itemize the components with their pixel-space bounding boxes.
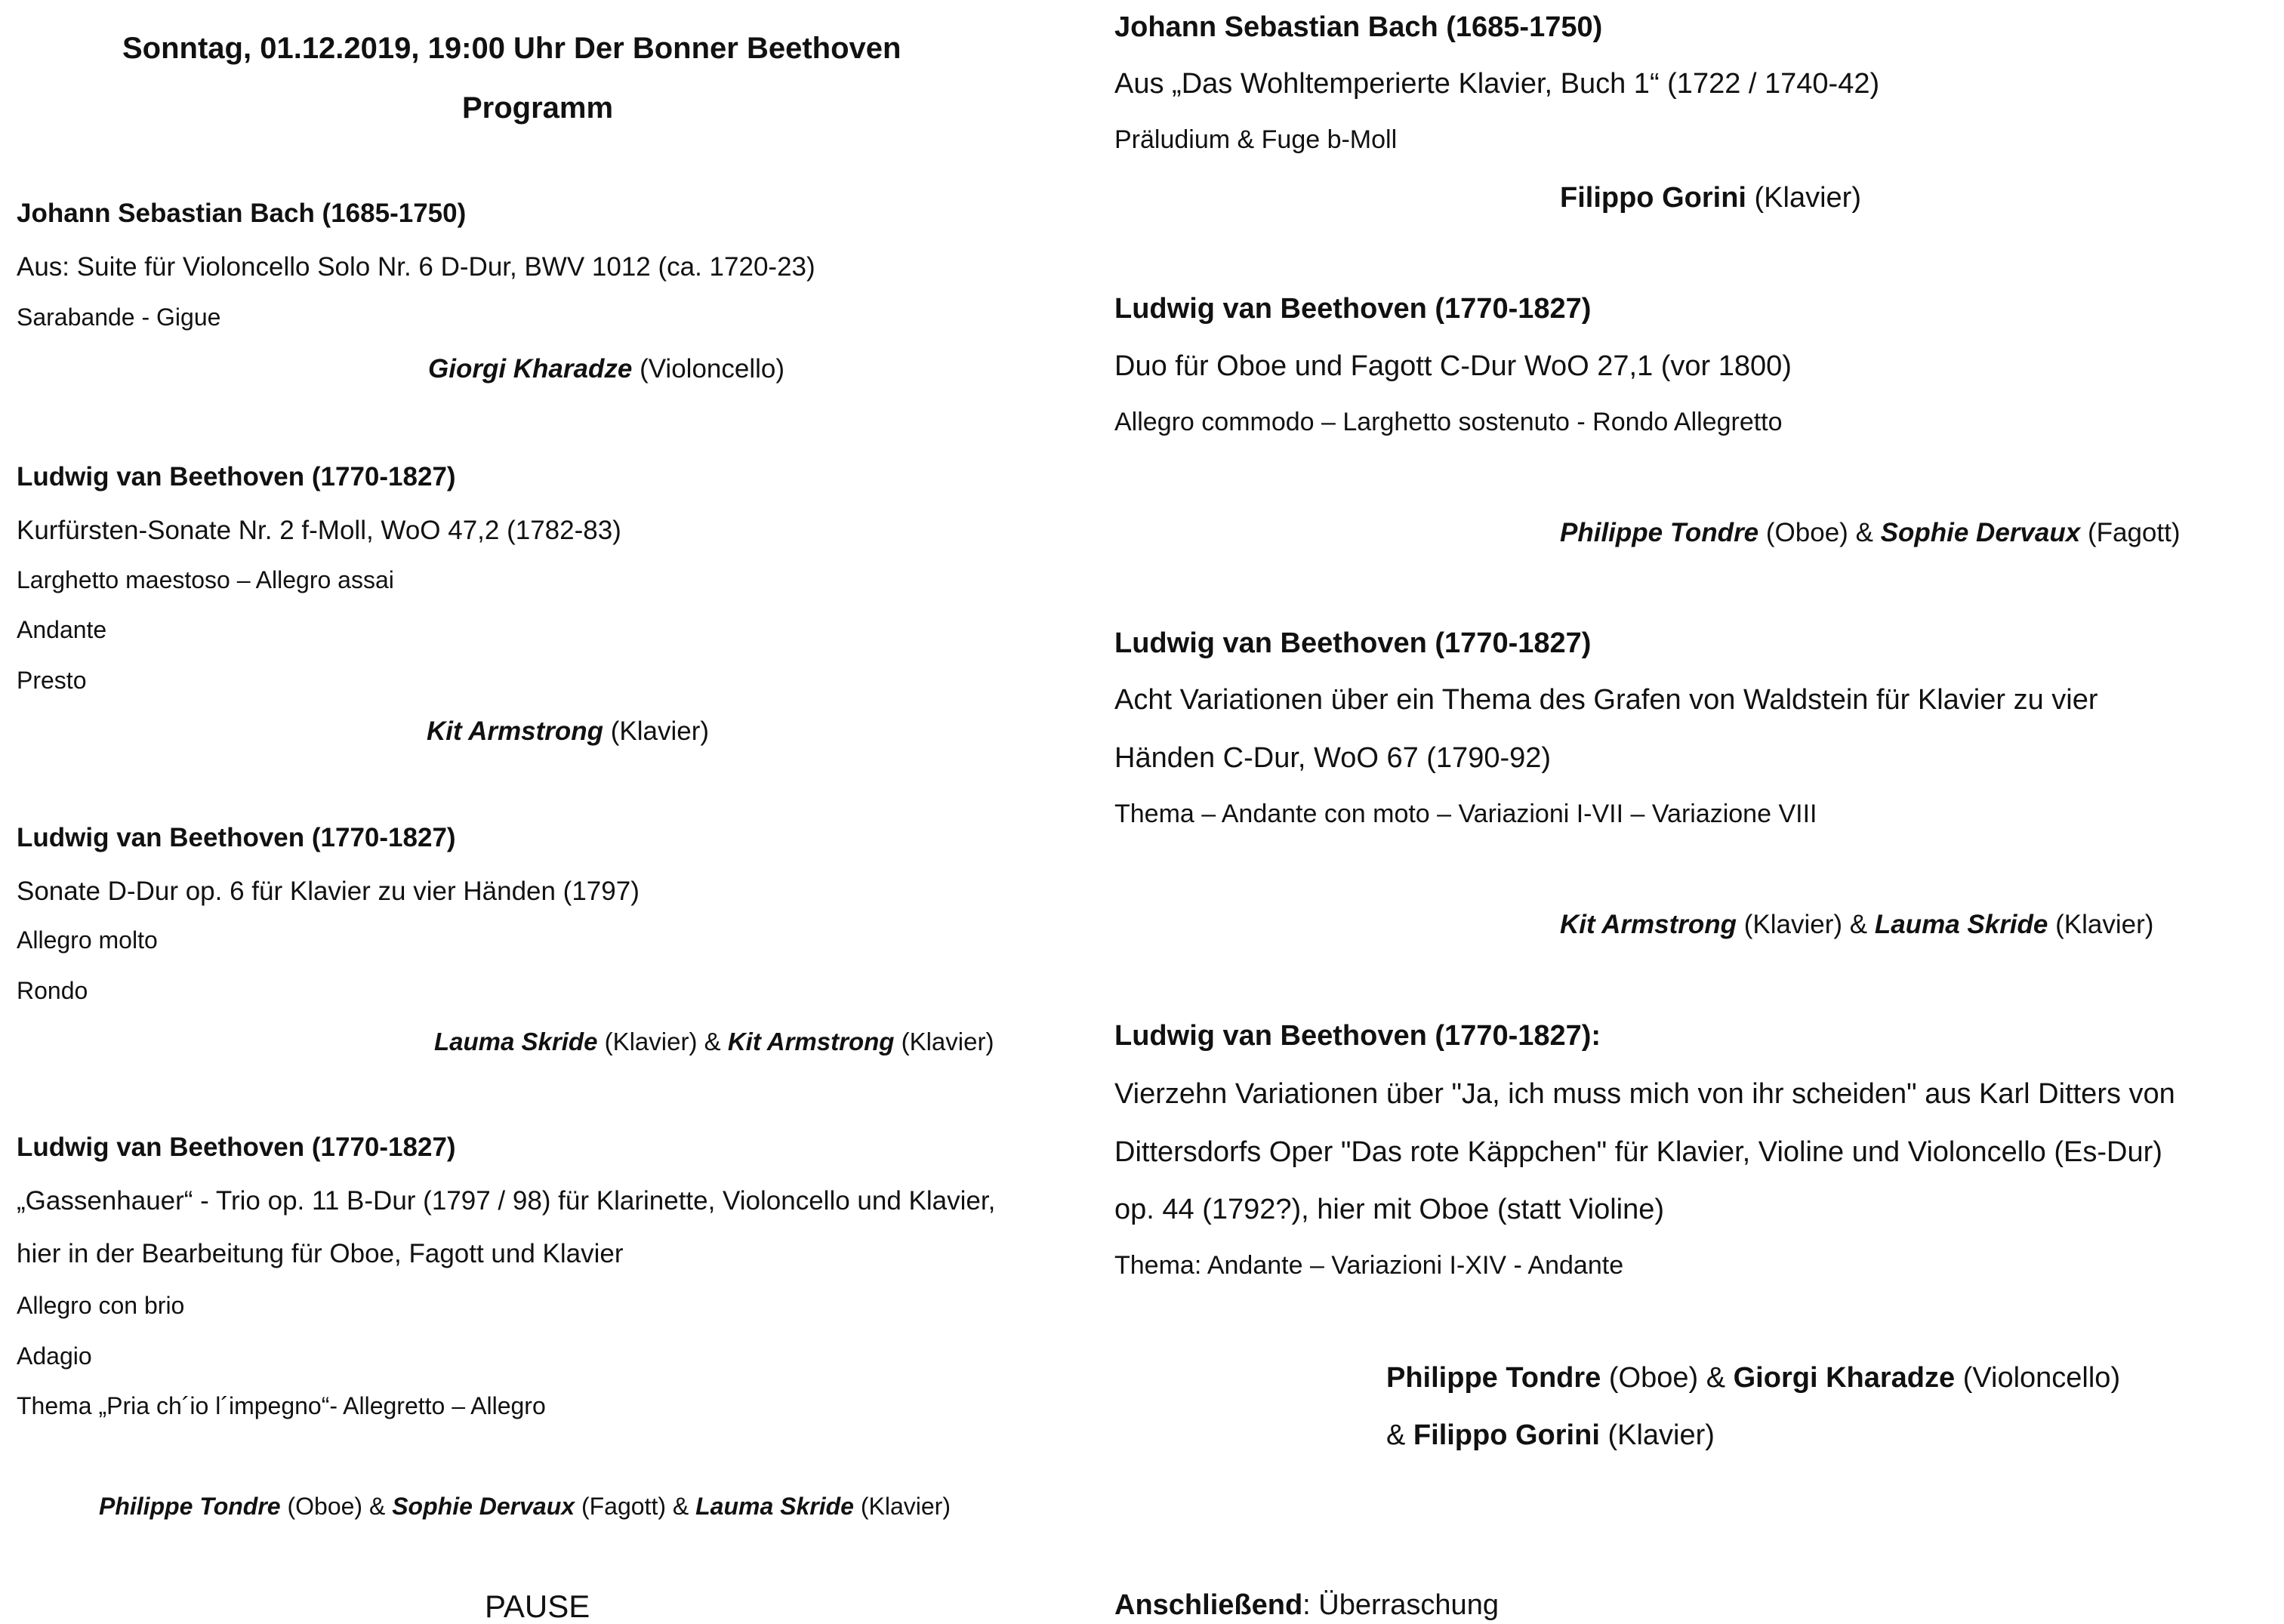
work-title-line-3: op. 44 (1792?), hier mit Oboe (statt Violine): [1114, 1194, 1665, 1225]
performer-name: Sophie Dervaux: [1880, 518, 2081, 547]
composer-heading: Ludwig van Beethoven (1770-1827):: [1114, 1020, 1601, 1052]
composer-heading: Johann Sebastian Bach (1685-1750): [1114, 11, 1603, 43]
performer-instrument: (Oboe): [1765, 518, 1848, 547]
performer-name: Kit Armstrong: [427, 716, 603, 746]
performer-instrument: (Oboe): [1608, 1362, 1699, 1394]
movement-line: Allegro molto: [17, 926, 158, 954]
work-title: Sonate D-Dur op. 6 für Klavier zu vier Händen (1797): [17, 877, 640, 906]
movement-line: Allegro con brio: [17, 1292, 185, 1319]
header-date-title: Sonntag, 01.12.2019, 19:00 Uhr Der Bonner Beethoven: [122, 32, 902, 65]
movement-line: Präludium & Fuge b-Moll: [1114, 125, 1398, 154]
work-title-line-2: Dittersdorfs Oper "Das rote Käppchen" für Klavier, Violine und Violoncello (Es-Dur): [1114, 1136, 2162, 1168]
work-title-line-2: Händen C-Dur, WoO 67 (1790-92): [1114, 742, 1552, 774]
work-title-line-1: Vierzehn Variationen über "Ja, ich muss mich von ihr scheiden" aus Karl Ditters von: [1114, 1078, 2175, 1110]
performer-name: Sophie Dervaux: [392, 1493, 575, 1520]
performer-name: Filippo Gorini: [1560, 182, 1746, 214]
work-title-line-1: „Gassenhauer“ - Trio op. 11 B-Dur (1797 / 98) für Klarinette, Violoncello und Klavier,: [17, 1186, 996, 1216]
connector-ampersand: &: [1855, 518, 1873, 547]
movement-line: Allegro commodo – Larghetto sostenuto - Rondo Allegretto: [1114, 408, 1783, 436]
composer-heading: Ludwig van Beethoven (1770-1827): [17, 823, 456, 852]
composer-heading: Johann Sebastian Bach (1685-1750): [17, 199, 467, 228]
movement-line: Andante: [17, 616, 107, 643]
movement-line: Thema – Andante con moto – Variazioni I-VII – Variazione VIII: [1114, 800, 1817, 828]
work-title: Duo für Oboe und Fagott C-Dur WoO 27,1 (vor 1800): [1114, 350, 1792, 382]
performer-instrument: (Violoncello): [640, 354, 785, 384]
performer-instrument: (Klavier): [901, 1028, 994, 1055]
work-title: Aus „Das Wohltemperierte Klavier, Buch 1“ (1722 / 1740-42): [1114, 68, 1880, 100]
work-title: Aus: Suite für Violoncello Solo Nr. 6 D-Dur, BWV 1012 (ca. 1720-23): [17, 252, 815, 282]
connector-ampersand: &: [1386, 1419, 1406, 1451]
performer-name: Filippo Gorini: [1413, 1419, 1600, 1451]
performer-line: [428, 356, 784, 382]
work-title-line-2: hier in der Bearbeitung für Oboe, Fagott und Klavier: [17, 1239, 624, 1268]
final-note: [1114, 1591, 1499, 1619]
performer-line: [427, 718, 709, 744]
composer-heading: Ludwig van Beethoven (1770-1827): [1114, 627, 1592, 659]
performer-line: [1386, 1364, 2120, 1392]
performer-instrument: (Fagott): [581, 1493, 666, 1520]
performer-instrument: (Klavier): [604, 1028, 698, 1055]
performer-name: Giorgi Kharadze: [1733, 1362, 1956, 1394]
performer-instrument: (Klavier): [860, 1493, 951, 1520]
performer-instrument: (Klavier): [1743, 910, 1843, 939]
pause-label: PAUSE: [485, 1589, 590, 1624]
movement-line: Thema: Andante – Variazioni I-XIV - Andante: [1114, 1251, 1624, 1280]
performer-name: Giorgi Kharadze: [428, 354, 633, 384]
performer-instrument: (Klavier): [610, 716, 710, 746]
composer-heading: Ludwig van Beethoven (1770-1827): [17, 462, 456, 492]
header-programm: Programm: [462, 91, 614, 125]
performer-instrument: (Violoncello): [1962, 1362, 2121, 1394]
performer-name: Kit Armstrong: [727, 1028, 895, 1055]
performer-name: Philippe Tondre: [1560, 518, 1759, 547]
performer-instrument: (Fagott): [2087, 518, 2181, 547]
connector-ampersand: &: [1706, 1362, 1726, 1394]
composer-heading: Ludwig van Beethoven (1770-1827): [1114, 293, 1592, 325]
work-title-line-1: Acht Variationen über ein Thema des Grafen von Waldstein für Klavier zu vier: [1114, 684, 2098, 716]
connector-ampersand: &: [368, 1493, 386, 1520]
performer-line-continued: [1386, 1421, 1715, 1450]
performer-name: Lauma Skride: [434, 1028, 598, 1055]
movement-line: Sarabande - Gigue: [17, 304, 221, 331]
performer-name: Lauma Skride: [695, 1493, 854, 1520]
performer-instrument: (Oboe): [287, 1493, 363, 1520]
performer-line: [99, 1494, 951, 1518]
performer-line: [1560, 911, 2153, 938]
final-note-text: : Überraschung: [1302, 1589, 1499, 1621]
performer-name: Lauma Skride: [1874, 910, 2048, 939]
performer-line: [1560, 183, 1861, 212]
final-note-label: Anschließend: [1114, 1589, 1303, 1621]
composer-heading: Ludwig van Beethoven (1770-1827): [17, 1132, 456, 1162]
performer-name: Kit Armstrong: [1560, 910, 1737, 939]
connector-ampersand: &: [704, 1028, 721, 1055]
performer-instrument: (Klavier): [1607, 1419, 1715, 1451]
connector-ampersand: &: [1849, 910, 1868, 939]
performer-line: [434, 1029, 994, 1054]
movement-line: Presto: [17, 667, 87, 694]
movement-line: Adagio: [17, 1342, 92, 1370]
performer-instrument: (Klavier): [2055, 910, 2154, 939]
performer-line: [1560, 519, 2180, 546]
work-title: Kurfürsten-Sonate Nr. 2 f-Moll, WoO 47,2 (1782-83): [17, 516, 621, 545]
movement-line: Thema „Pria ch´io l´impegno“- Allegretto – Allegro: [17, 1392, 546, 1419]
performer-name: Philippe Tondre: [99, 1493, 281, 1520]
performer-name: Philippe Tondre: [1386, 1362, 1601, 1394]
movement-line: Rondo: [17, 977, 88, 1004]
movement-line: Larghetto maestoso – Allegro assai: [17, 566, 394, 593]
connector-ampersand: &: [672, 1493, 689, 1520]
performer-instrument: (Klavier): [1754, 182, 1861, 214]
